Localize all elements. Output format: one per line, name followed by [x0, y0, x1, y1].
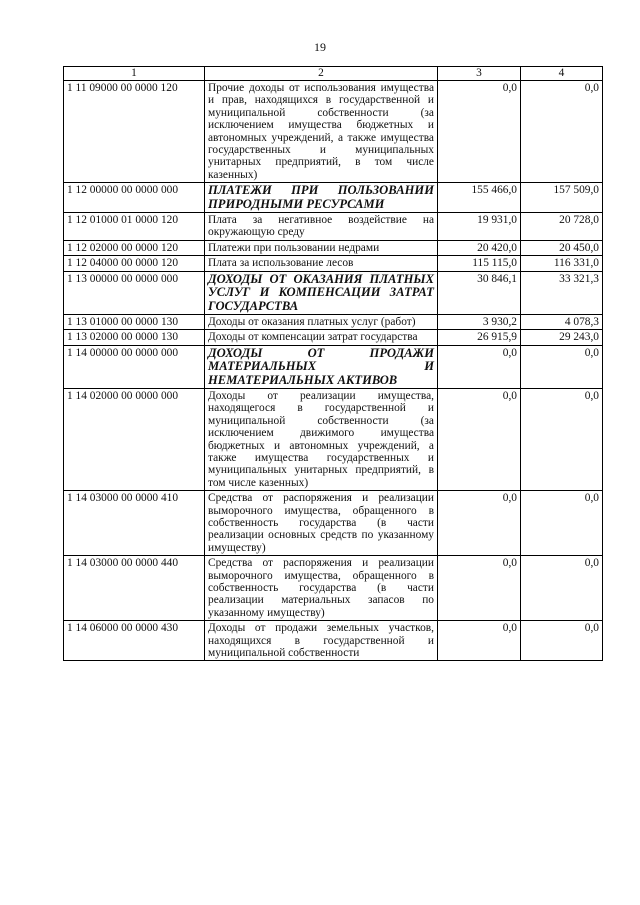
revenue-name: Доходы от продажи земельных участков, находящихся в государственной и муниципальной собственности — [205, 621, 438, 661]
value-col-3: 3 930,2 — [438, 314, 521, 329]
column-header-value-2: 4 — [521, 67, 603, 81]
value-col-4: 0,0 — [521, 556, 603, 621]
table-row — [64, 81, 603, 183]
table-header-row — [64, 67, 603, 81]
page-number: 19 — [314, 40, 326, 54]
value-col-4: 20 728,0 — [521, 213, 603, 241]
revenue-name: Доходы от компенсации затрат государства — [205, 330, 438, 345]
revenue-name: Прочие доходы от использования имущества и прав, находящихся в государственной и муниципальной собственности (за исключением имущества бюджетных и автономных учреждений, а также имущества государственных и муниципальных унитарных предприятий, в том числе казенных) — [205, 81, 438, 183]
revenue-name: Плата за использование лесов — [205, 256, 438, 271]
value-col-3: 0,0 — [438, 621, 521, 661]
section-title: ПЛАТЕЖИ ПРИ ПОЛЬЗОВАНИИ ПРИРОДНЫМИ РЕСУРСАМИ — [205, 183, 438, 213]
budget-code: 1 13 02000 00 0000 130 — [64, 330, 205, 345]
budget-code: 1 14 03000 00 0000 410 — [64, 491, 205, 556]
value-col-3: 19 931,0 — [438, 213, 521, 241]
budget-code: 1 12 00000 00 0000 000 — [64, 183, 205, 213]
value-col-4: 0,0 — [521, 81, 603, 183]
revenue-name: Доходы от реализации имущества, находящегося в государственной и муниципальной собственности (за исключением движимого имущества бюджетных и автономных учреждений, а также имущества государственных и муниципальных унитарных предприятий, в том числе казенных) — [205, 388, 438, 490]
value-col-3: 0,0 — [438, 345, 521, 388]
table-row — [64, 213, 603, 241]
revenue-name: Средства от распоряжения и реализации выморочного имущества, обращенного в собственность государства (в части реализации материальных запасов по указанному имуществу) — [205, 556, 438, 621]
value-col-4: 33 321,3 — [521, 271, 603, 314]
budget-code: 1 12 02000 00 0000 120 — [64, 240, 205, 255]
value-col-4: 157 509,0 — [521, 183, 603, 213]
budget-code: 1 14 02000 00 0000 000 — [64, 388, 205, 490]
revenue-name: Плата за негативное воздействие на окружающую среду — [205, 213, 438, 241]
value-col-3: 0,0 — [438, 388, 521, 490]
value-col-3: 155 466,0 — [438, 183, 521, 213]
table-row — [64, 621, 603, 661]
table-row — [64, 314, 603, 329]
budget-code: 1 14 00000 00 0000 000 — [64, 345, 205, 388]
table-row — [64, 330, 603, 345]
value-col-4: 20 450,0 — [521, 240, 603, 255]
value-col-3: 20 420,0 — [438, 240, 521, 255]
table-row — [64, 256, 603, 271]
table-row — [64, 491, 603, 556]
table-row-section — [64, 271, 603, 314]
table-row — [64, 388, 603, 490]
value-col-3: 30 846,1 — [438, 271, 521, 314]
value-col-4: 0,0 — [521, 621, 603, 661]
budget-code: 1 13 00000 00 0000 000 — [64, 271, 205, 314]
column-header-name: 2 — [205, 67, 438, 81]
budget-code: 1 12 01000 01 0000 120 — [64, 213, 205, 241]
table-row-section — [64, 183, 603, 213]
budget-code: 1 14 03000 00 0000 440 — [64, 556, 205, 621]
value-col-3: 0,0 — [438, 556, 521, 621]
budget-code: 1 11 09000 00 0000 120 — [64, 81, 205, 183]
budget-code: 1 13 01000 00 0000 130 — [64, 314, 205, 329]
value-col-3: 26 915,9 — [438, 330, 521, 345]
column-header-value-1: 3 — [438, 67, 521, 81]
section-title: ДОХОДЫ ОТ ПРОДАЖИ МАТЕРИАЛЬНЫХ И НЕМАТЕРИАЛЬНЫХ АКТИВОВ — [205, 345, 438, 388]
value-col-3: 115 115,0 — [438, 256, 521, 271]
table-row-section — [64, 345, 603, 388]
value-col-3: 0,0 — [438, 81, 521, 183]
budget-code: 1 14 06000 00 0000 430 — [64, 621, 205, 661]
revenue-name: Средства от распоряжения и реализации выморочного имущества, обращенного в собственность государства (в части реализации основных средств по указанному имуществу) — [205, 491, 438, 556]
revenue-name: Платежи при пользовании недрами — [205, 240, 438, 255]
budget-code: 1 12 04000 00 0000 120 — [64, 256, 205, 271]
value-col-4: 4 078,3 — [521, 314, 603, 329]
value-col-4: 0,0 — [521, 491, 603, 556]
value-col-3: 0,0 — [438, 491, 521, 556]
revenue-name: Доходы от оказания платных услуг (работ) — [205, 314, 438, 329]
column-header-code: 1 — [64, 67, 205, 81]
value-col-4: 116 331,0 — [521, 256, 603, 271]
value-col-4: 0,0 — [521, 388, 603, 490]
value-col-4: 0,0 — [521, 345, 603, 388]
value-col-4: 29 243,0 — [521, 330, 603, 345]
table-row — [64, 240, 603, 255]
section-title: ДОХОДЫ ОТ ОКАЗАНИЯ ПЛАТНЫХ УСЛУГ И КОМПЕНСАЦИИ ЗАТРАТ ГОСУДАРСТВА — [205, 271, 438, 314]
revenue-table — [63, 66, 603, 661]
table-row — [64, 556, 603, 621]
